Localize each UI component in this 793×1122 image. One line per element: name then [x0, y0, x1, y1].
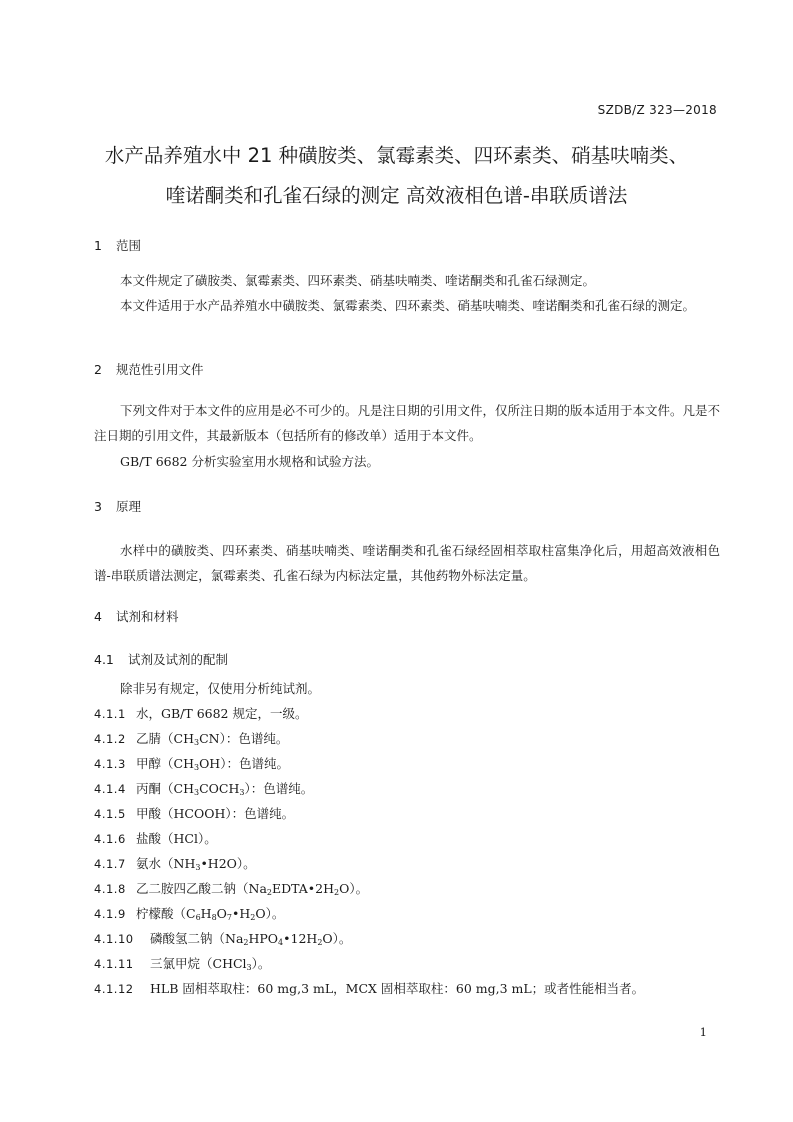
document-title-line-2: 喹诺酮类和孔雀石绿的测定 高效液相色谱-串联质谱法 [165, 184, 628, 207]
item-text: 甲醇（CH [136, 756, 194, 771]
item-text: H [200, 906, 212, 921]
list-item [94, 704, 307, 722]
item-text: O）。 [255, 906, 285, 921]
item-number: 4.1.7 [94, 857, 126, 871]
item-number: 4.1.8 [94, 882, 126, 896]
item-number: 4.1.1 [94, 707, 126, 721]
section-title: 试剂和材料 [116, 609, 179, 624]
item-text: 水，GB/T 6682 规定，一级。 [136, 706, 308, 721]
item-text: CN）：色谱纯。 [199, 731, 289, 746]
item-text: 盐酸（HCl）。 [136, 831, 217, 846]
paragraph: GB/T 6682 分析实验室用水规格和试验方法。 [120, 454, 379, 469]
section-4-heading [94, 607, 179, 625]
paragraph: 本文件适用于水产品养殖水中磺胺类、氯霉素类、四环素类、硝基呋喃类、喹诺酮类和孔雀石绿的测定。 [120, 298, 696, 313]
item-text: HLB 固相萃取柱：60 mg,3 mL，MCX 固相萃取柱：60 mg,3 mL；或者性能相当者。 [150, 981, 645, 996]
document-title-line-1: 水产品养殖水中 21 种磺胺类、氯霉素类、四环素类、硝基呋喃类、 [104, 144, 689, 167]
subscript: 4 [278, 938, 284, 947]
subscript: 3 [195, 863, 201, 872]
item-text: 氨水（NH [136, 856, 196, 871]
item-text: 甲酸（HCOOH）：色谱纯。 [136, 806, 295, 821]
item-number: 4.1.9 [94, 907, 126, 921]
subscript: 6 [195, 913, 201, 922]
section-3-heading [94, 497, 141, 515]
item-text: 三氯甲烷（CHCl [150, 956, 247, 971]
subscript: 3 [193, 788, 200, 797]
item-number: 4.1.3 [94, 757, 126, 771]
subscript: 2 [317, 938, 323, 947]
list-item [94, 804, 294, 822]
item-text: 丙酮（CH [136, 781, 194, 796]
item-text: ）。 [251, 956, 271, 971]
subscript: 2 [250, 913, 256, 922]
list-item [94, 779, 313, 797]
list-item [94, 954, 270, 972]
list-item [94, 829, 217, 847]
item-number: 4.1.2 [94, 732, 126, 746]
item-text: 柠檬酸（C [136, 906, 196, 921]
subsection-title: 试剂及试剂的配制 [128, 652, 229, 667]
item-number: 4.1.12 [94, 982, 134, 996]
paragraph: 本文件规定了磺胺类、氯霉素类、四环素类、硝基呋喃类、喹诺酮类和孔雀石绿测定。 [120, 273, 596, 288]
list-item [94, 929, 351, 947]
item-text: 磷酸氢二钠（Na [150, 931, 244, 946]
item-number: 4.1.6 [94, 832, 126, 846]
section-title: 原理 [116, 499, 142, 514]
subscript: 3 [193, 763, 200, 772]
list-item [94, 754, 289, 772]
item-text: ）：色谱纯。 [244, 781, 314, 796]
subscript: 3 [239, 788, 245, 797]
page-number: 1 [699, 1025, 707, 1039]
item-text: EDTA•2H [271, 881, 335, 896]
item-number: 4.1.10 [94, 932, 134, 946]
item-number: 4.1.5 [94, 807, 126, 821]
paragraph: 水样中的磺胺类、四环素类、硝基呋喃类、喹诺酮类和孔雀石绿经固相萃取柱富集净化后，用超高效液相色谱-串联质谱法测定，氯霉素类、孔雀石绿为内标法定量，其他药物外标法定量。 [94, 543, 720, 583]
subscript: 2 [334, 888, 340, 897]
paragraph: 除非另有规定，仅使用分析纯试剂。 [120, 681, 321, 696]
subscript: 7 [226, 913, 233, 922]
subsection-number: 4.1 [94, 652, 114, 667]
list-item [94, 854, 256, 872]
section-number: 2 [94, 362, 102, 377]
item-text: COCH [199, 781, 240, 796]
subscript: 3 [246, 963, 252, 972]
paragraph: 下列文件对于本文件的应用是必不可少的。凡是注日期的引用文件，仅所注日期的版本适用于本文件。凡是不注日期的引用文件，其最新版本（包括所有的修改单）适用于本文件。 [94, 403, 721, 443]
item-text: O）。 [339, 881, 369, 896]
item-number: 4.1.11 [94, 957, 134, 971]
item-number: 4.1.4 [94, 782, 126, 796]
list-item [94, 729, 288, 747]
subscript: 8 [211, 913, 217, 922]
item-text: 乙二胺四乙酸二钠（Na [136, 881, 267, 896]
item-text: O [216, 906, 227, 921]
section-number: 4 [94, 609, 102, 624]
section-1-heading [94, 236, 141, 254]
item-text: •H [232, 906, 251, 921]
list-item [94, 879, 368, 897]
section-title: 范围 [116, 238, 142, 253]
section-2-heading [94, 360, 204, 378]
list-item [94, 904, 284, 922]
list-item [94, 979, 644, 997]
section-number: 3 [94, 499, 102, 514]
item-text: 乙腈（CH [136, 731, 194, 746]
subsection-4-1-heading [94, 650, 228, 668]
item-text: •H2O）。 [200, 856, 256, 871]
item-text: •12H [283, 931, 318, 946]
subscript: 2 [243, 938, 249, 947]
item-text: HPO [248, 931, 279, 946]
section-number: 1 [94, 238, 102, 253]
section-title: 规范性引用文件 [116, 362, 204, 377]
standard-code: SZDB/Z 323—2018 [597, 103, 717, 117]
item-text: OH）：色谱纯。 [199, 756, 289, 771]
subscript: 2 [266, 888, 272, 897]
item-text: O）。 [322, 931, 352, 946]
subscript: 3 [193, 738, 200, 747]
